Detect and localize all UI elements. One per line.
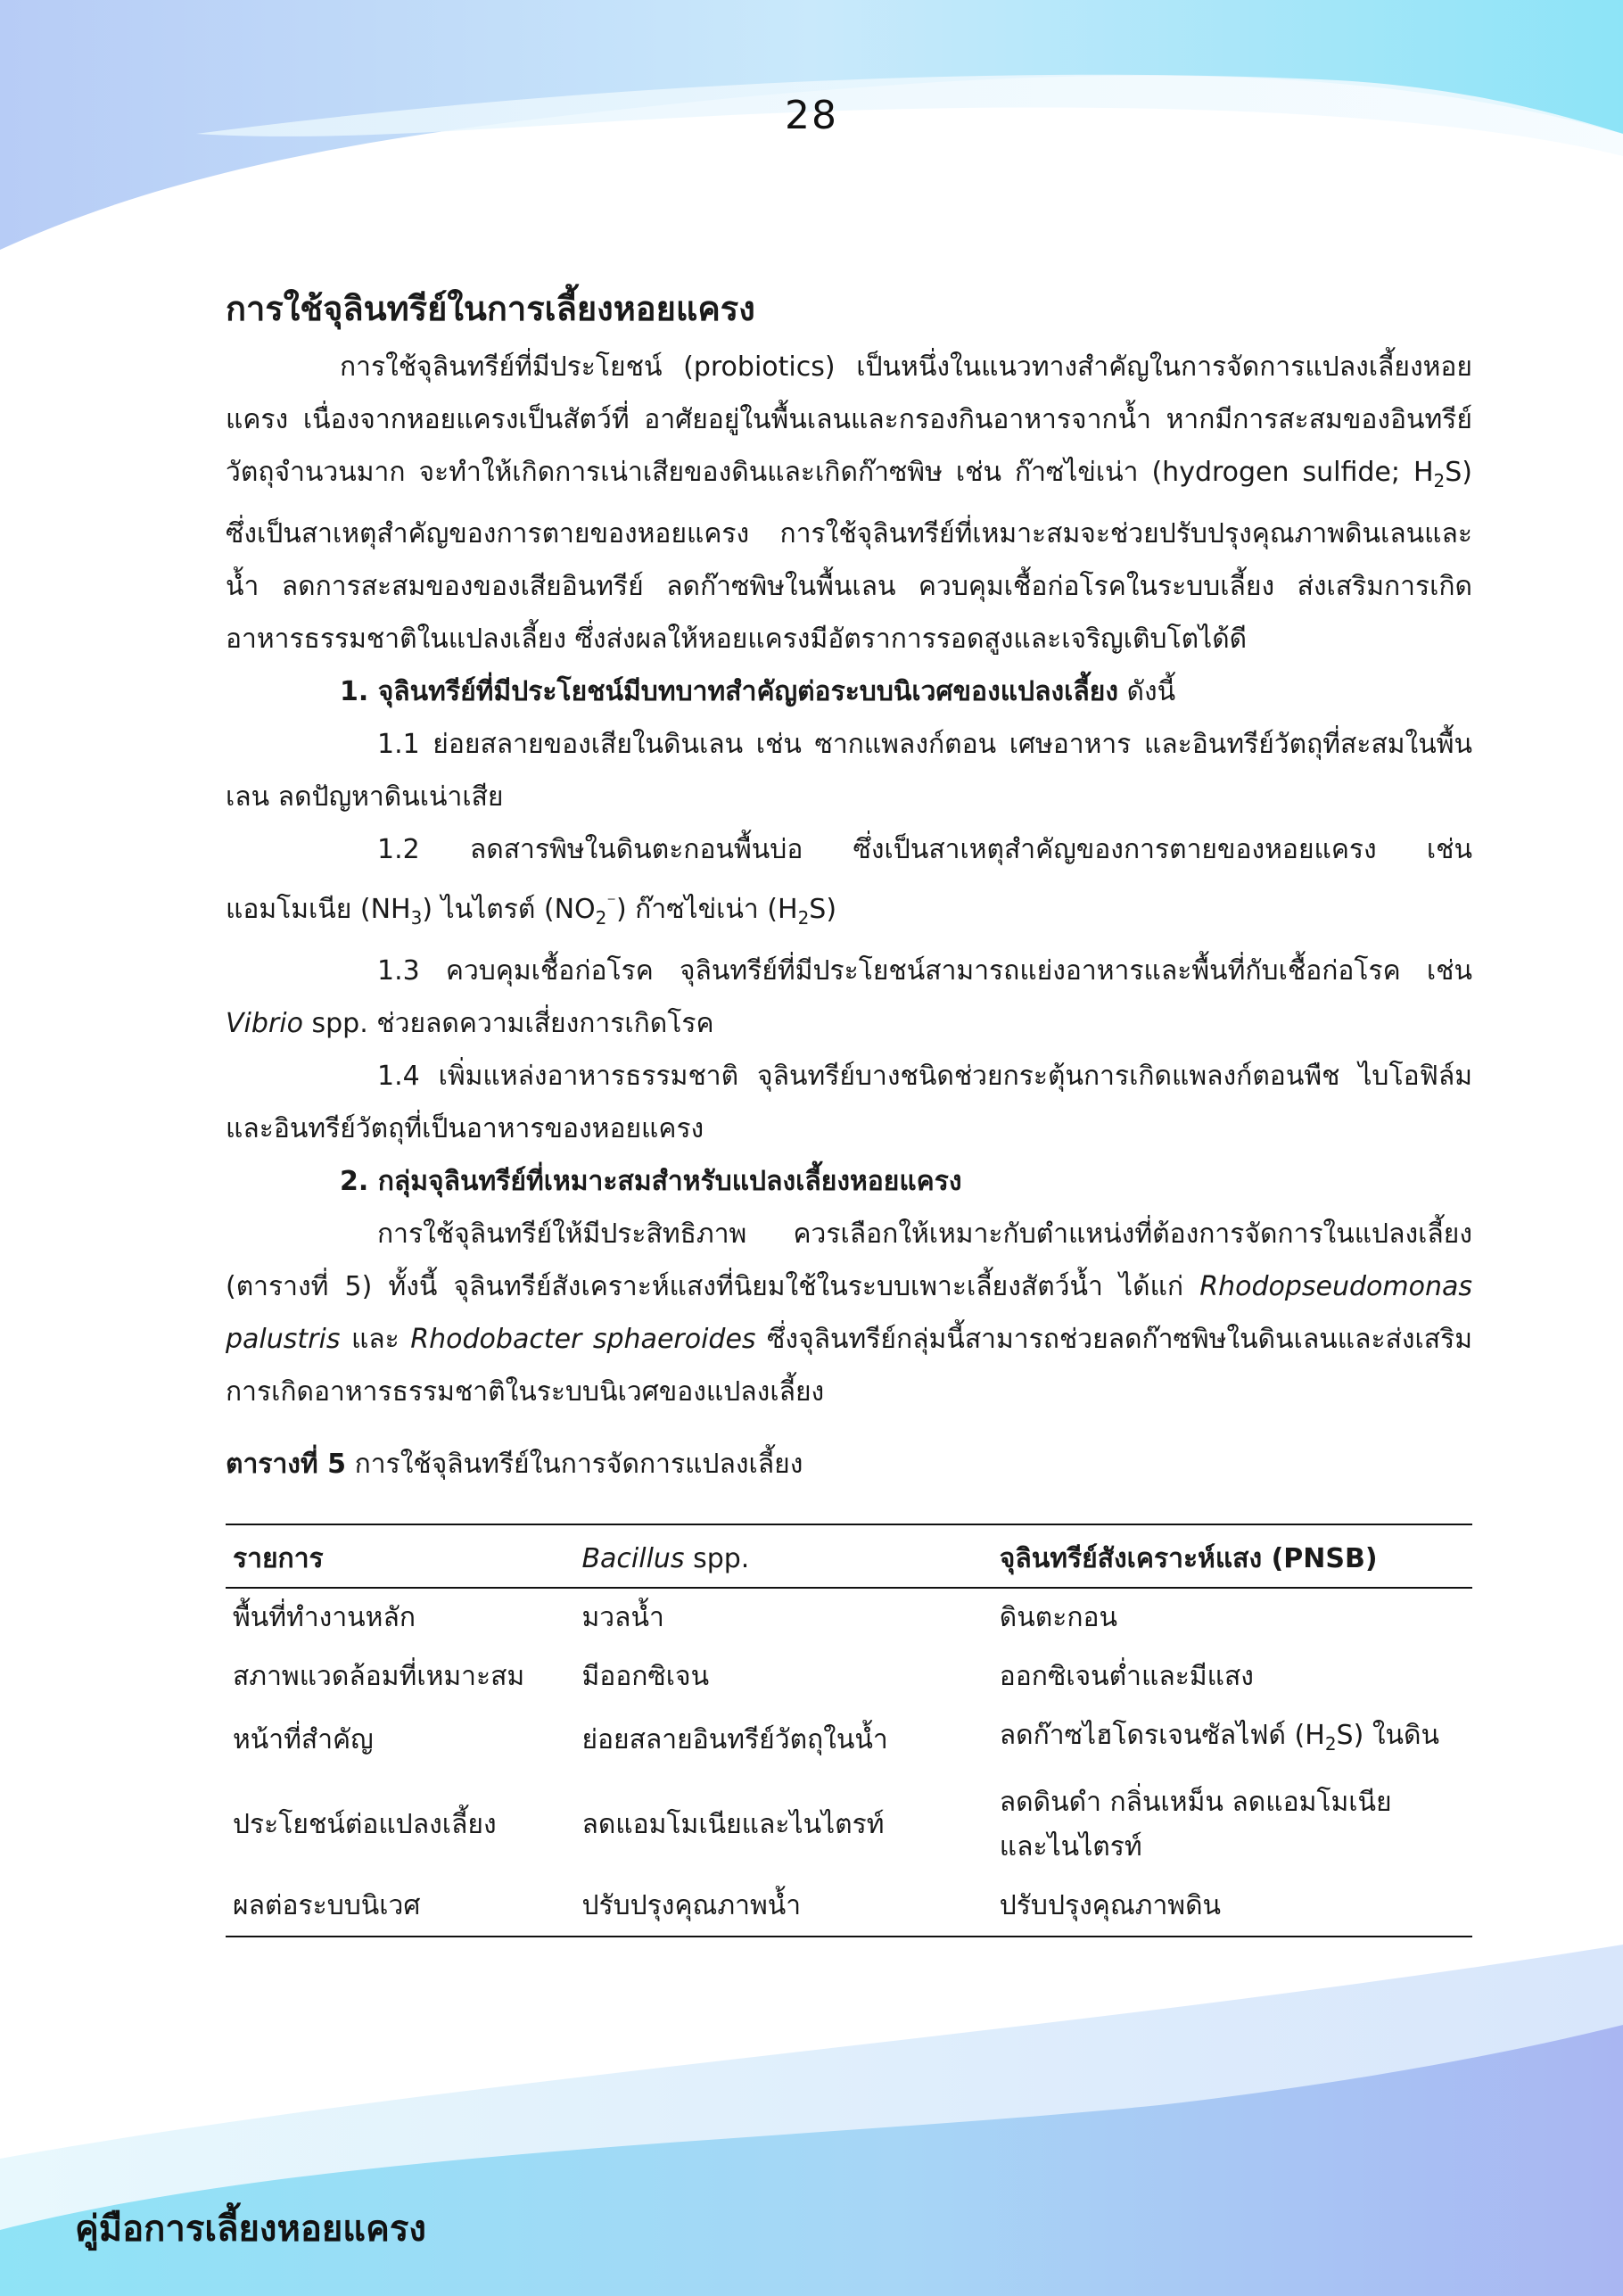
cell-pnsb: ออกซิเจนต่ำและมีแสง <box>999 1661 1254 1692</box>
table-row <box>226 1648 1472 1706</box>
cell-pnsb: ลดดินดำ กลิ่นเหม็น ลดแอมโมเนีย และไนไตรท์ <box>999 1787 1392 1862</box>
cell-bacillus: ปรับปรุงคุณภาพน้ำ <box>574 1877 992 1937</box>
paragraph-2: การใช้จุลินทรีย์ให้มีประสิทธิภาพ ควรเลือกให้เหมาะกับตำแหน่งที่ต้องการจัดการในแปลงเลี้ยง (ตารางที่ 5) ทั้งนี้ จุลินทรีย์สังเคราะห์แสงที่นิยมใช้ในระบบเพาะเลี้ยงสัตว์น้ำ ได้แก่ Rhodopseudomonas palustris และ Rhodobacter sphaeroides ซึ่งจุลินทรีย์กลุ่มนี้สามารถช่วยลดก๊าซพิษในดินเลนและส่งเสริมการเกิดอาหารธรรมชาติในระบบนิเวศของแปลงเลี้ยง <box>226 1218 1472 1408</box>
item-1-2: 1.2 ลดสารพิษในดินตะกอนพื้นบ่อ ซึ่งเป็นสาเหตุสำคัญของการตายของหอยแครง เช่น แอมโมเนีย $(NH_3)$ ไนไตรต์ $(NO_2^{^-})$ ก๊าซไข่เน่า $(H_2S)$ <box>226 834 1472 929</box>
cell-pnsb: ดินตะกอน <box>999 1602 1118 1633</box>
table-row <box>226 1588 1472 1648</box>
cell-bacillus: มีออกซิเจน <box>581 1661 710 1692</box>
table-header-row <box>226 1524 1472 1588</box>
table-row <box>226 1706 1472 1773</box>
cell-bacillus: ลดแอมโมเนียและไนไตรท์ <box>581 1809 885 1840</box>
microbe-table <box>226 1524 1472 1937</box>
intro-paragraph: การใช้จุลินทรีย์ที่มีประโยชน์ (probiotics) เป็นหนึ่งในแนวทางสำคัญในการจัดการแปลงเลี้ยงหอยแครง เนื่องจากหอยแครงเป็นสัตว์ที่ อาศัยอยู่ในพื้นเลนและกรองกินอาหารจากน้ำ หากมีการสะสมของอินทรีย์วัตถุจำนวนมาก จะทำให้เกิดการเน่าเสียของดินและเกิดก๊าซพิษ เช่น ก๊าซไข่เน่า (hydrogen sulfide; $H_2S$) ซึ่งเป็นสาเหตุสำคัญของการตายของหอยแครง การใช้จุลินทรีย์ที่เหมาะสมจะช่วยปรับปรุงคุณภาพดินเลนและน้ำ ลดการสะสมของของเสียอินทรีย์ ลดก๊าซพิษในพื้นเลน ควบคุมเชื้อก่อโรคในระบบเลี้ยง ส่งเสริมการเกิดอาหารธรรมชาติในแปลงเลี้ยง ซึ่งส่งผลให้หอยแครงมีอัตราการรอดสูงและเจริญเติบโตได้ดี <box>226 351 1472 655</box>
item-1-1: 1.1 ย่อยสลายของเสียในดินเลน เช่น ซากแพลงก์ตอน เศษอาหาร และอินทรีย์วัตถุที่สะสมในพื้นเลน ลดปัญหาดินเน่าเสีย <box>226 729 1472 813</box>
page-number: 28 <box>785 93 838 138</box>
cell-pnsb: ปรับปรุงคุณภาพดิน <box>993 1877 1472 1937</box>
item-1-3: 1.3 ควบคุมเชื้อก่อโรค จุลินทรีย์ที่มีประโยชน์สามารถแย่งอาหารและพื้นที่กับเชื้อก่อโรค เช่น Vibrio spp. ช่วยลดความเสี่ยงการเกิดโรค <box>226 955 1472 1039</box>
heading-1: 1. จุลินทรีย์ที่มีประโยชน์มีบทบาทสำคัญต่อระบบนิเวศของแปลงเลี้ยง ดังนี้ <box>340 676 1176 707</box>
item-1-4: 1.4 เพิ่มแหล่งอาหารธรรมชาติ จุลินทรีย์บางชนิดช่วยกระตุ้นการเกิดแพลงก์ตอนพืช ไบโอฟิล์มและอินทรีย์วัตถุที่เป็นอาหารของหอยแครง <box>226 1061 1472 1144</box>
cell-bacillus: ย่อยสลายอินทรีย์วัตถุในน้ำ <box>581 1723 888 1755</box>
cell-item: สภาพแวดล้อมที่เหมาะสม <box>233 1661 525 1692</box>
table-caption: ตารางที่ 5 การใช้จุลินทรีย์ในการจัดการแปลงเลี้ยง <box>226 1449 803 1480</box>
section-title: การใช้จุลินทรีย์ในการเลี้ยงหอยแครง <box>226 289 755 328</box>
footer-book-title: คู่มือการเลี้ยงหอยแครง <box>75 2209 426 2250</box>
cell-pnsb: ลดก๊าซไฮโดรเจนซัลไฟด์ $(H_2S)$ ในดิน <box>999 1720 1439 1755</box>
cell-item: ประโยชน์ต่อแปลงเลี้ยง <box>233 1809 497 1840</box>
header-item: รายการ <box>226 1524 574 1588</box>
heading-2: 2. กลุ่มจุลินทรีย์ที่เหมาะสมสำหรับแปลงเลี้ยงหอยแครง <box>340 1166 962 1197</box>
main-content <box>226 284 1472 1937</box>
cell-item: ผลต่อระบบนิเวศ <box>226 1877 574 1937</box>
cell-item: พื้นที่ทำงานหลัก <box>233 1602 416 1633</box>
header-bacillus: Bacillus spp. <box>574 1524 992 1588</box>
header-pnsb: จุลินทรีย์สังเคราะห์แสง (PNSB) <box>993 1524 1472 1588</box>
cell-item: หน้าที่สำคัญ <box>233 1723 374 1755</box>
cell-bacillus: มวลน้ำ <box>581 1602 664 1633</box>
table-row <box>226 1877 1472 1937</box>
table-row <box>226 1773 1472 1877</box>
